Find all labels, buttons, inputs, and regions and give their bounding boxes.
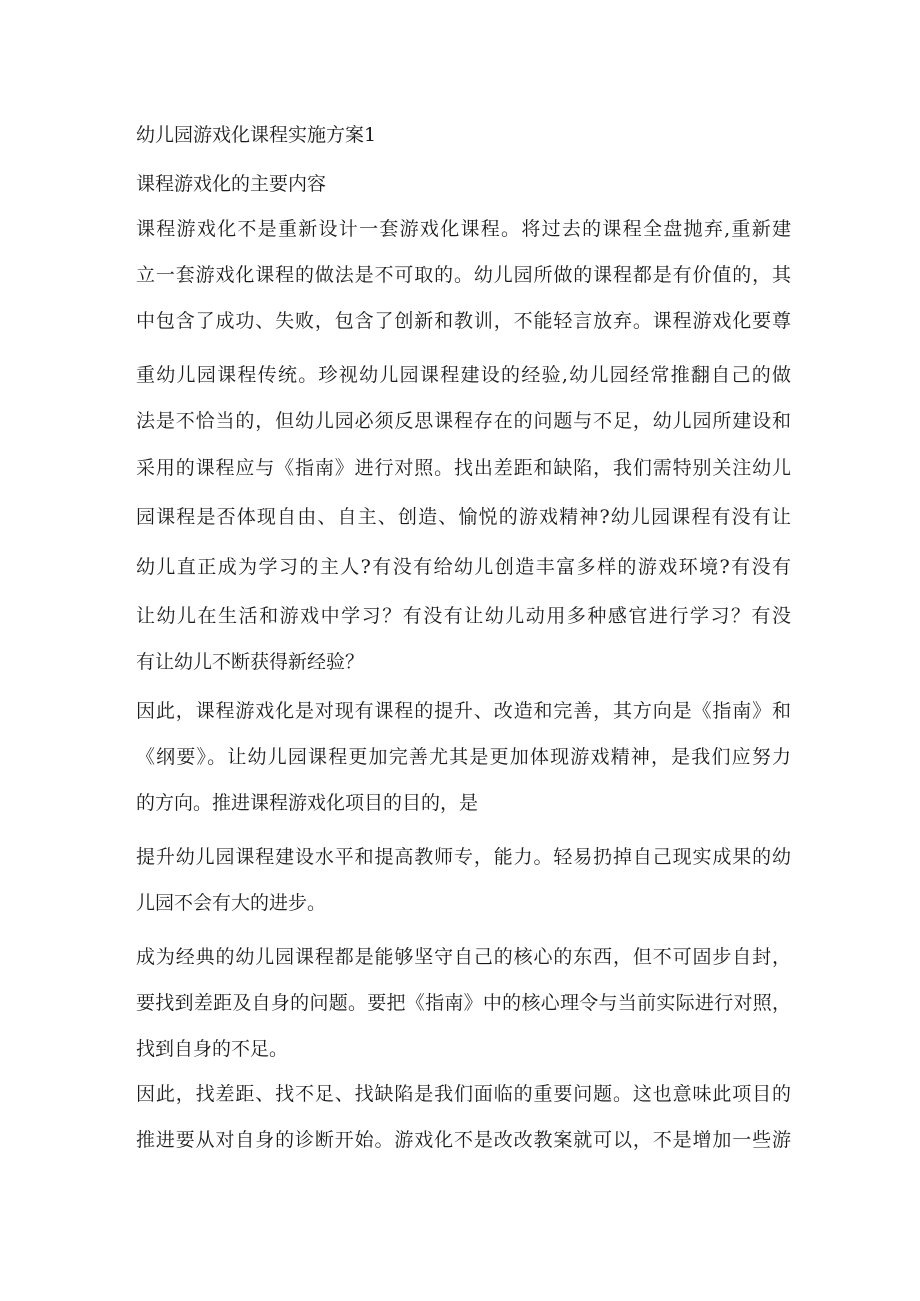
paragraph-line: 因此，课程游戏化是对现有课程的提升、改造和完善，其方向是《指南》和 [136,700,791,722]
paragraph-line: 儿园不会有大的进步。 [136,892,327,914]
paragraph-line: 课程游戏化不是重新设计一套游戏化课程。将过去的课程全盘抛弃,重新建 [136,218,791,240]
paragraph-line: 幼儿直正成为学习的主人?有没有给幼儿创造丰富多样的游戏环境?有没有 [136,556,791,578]
paragraph-line: 让幼儿在生活和游戏中学习？有没有让幼儿动用多种感官进行学习？有没 [136,605,791,627]
paragraph-line: 找到自身的不足。 [136,1038,289,1060]
paragraph-line: 要找到差距及自身的问题。要把《指南》中的核心理令与当前实际进行对照， [136,992,791,1014]
paragraph-line: 《纲要》。让幼儿园课程更加完善尤其是更加体现游戏精神，是我们应努力 [136,746,791,768]
document-title: 幼儿园游戏化课程实施方案1 [136,124,377,146]
paragraph-line: 的方向。推进课程游戏化项目的目的，是 [136,792,479,814]
paragraph-line: 采用的课程应与《指南》进行对照。找出差距和缺陷，我们需特别关注幼儿 [136,457,791,479]
paragraph-line: 重幼儿园课程传统。珍视幼儿园课程建设的经验,幼儿园经常推翻自己的做 [136,364,791,386]
paragraph-line: 因此，找差距、找不足、找缺陷是我们面临的重要问题。这也意味此项目的 [136,1083,791,1105]
paragraph-line: 中包含了成功、失败，包含了创新和教训，不能轻言放弃。课程游戏化要尊 [136,310,791,332]
paragraph-line: 法是不恰当的，但幼儿园必须反思课程存在的问题与不足，幼儿园所建设和 [136,410,791,432]
paragraph-line: 有让幼儿不断获得新经验？ [136,651,365,673]
paragraph-line: 推进要从对自身的诊断开始。游戏化不是改改教案就可以，不是增加一些游 [136,1129,791,1151]
paragraph-line: 成为经典的幼儿园课程都是能够坚守自己的核心的东西，但不可固步自封， [136,946,791,968]
paragraph-line: 园课程是否体现自由、自主、创造、愉悦的游戏精神?幼儿园课程有没有让 [136,506,791,528]
section-heading: 课程游戏化的主要内容 [136,173,327,195]
paragraph-line: 提升幼儿园课程建设水平和提高教师专，能力。轻易扔掉自己现实成果的幼 [136,846,791,868]
paragraph-line: 立一套游戏化课程的做法是不可取的。幼儿园所做的课程都是有价值的，其 [136,264,791,286]
